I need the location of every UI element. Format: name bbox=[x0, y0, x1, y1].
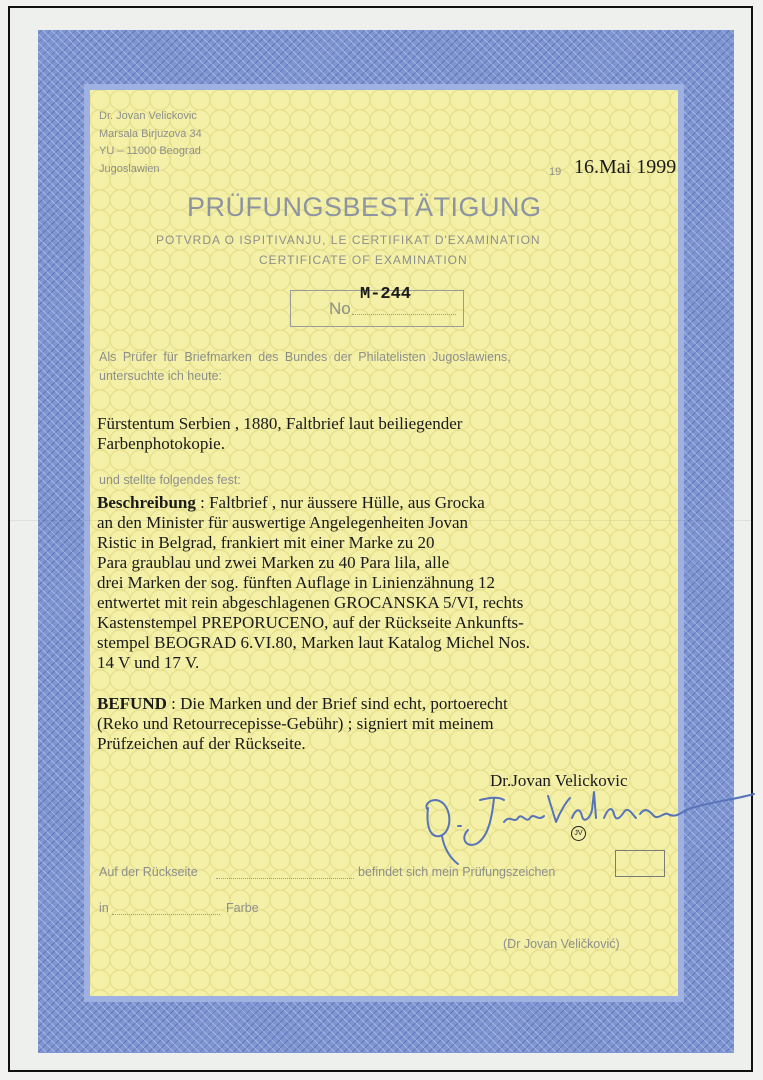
verdict-line-2: (Reko und Retourrecepisse-Gebühr) ; signiert mit meinem bbox=[97, 714, 494, 733]
address-street: Marsala Birjuzova 34 bbox=[99, 128, 202, 140]
verdict-line-3: Prüfzeichen auf der Rückseite. bbox=[97, 734, 306, 753]
page-title: PRÜFUNGSBESTÄTIGUNG bbox=[187, 192, 542, 222]
description-line-1 bbox=[97, 493, 485, 513]
date-value: 16.Mai 1999 bbox=[574, 156, 677, 178]
back-label: Auf der Rückseite bbox=[99, 865, 198, 879]
back-dotted-line bbox=[216, 878, 354, 879]
subtitle-multilingual: POTVRDA O ISPITIVANJU, LE CERTIFIKAT D'EXAMINATION bbox=[156, 233, 541, 247]
description-line-3: Ristic in Belgrad, frankiert mit einer Marke zu 20 bbox=[97, 533, 435, 552]
number-dotted-line bbox=[352, 314, 456, 315]
color-dotted-line bbox=[112, 914, 220, 915]
intro-line-2: untersuchte ich heute: bbox=[99, 369, 222, 383]
description-line-9: 14 V und 17 V. bbox=[97, 653, 200, 672]
verdict-label: BEFUND bbox=[97, 694, 167, 713]
description-line-2: an den Minister für auswertige Angelegenheiten Jovan bbox=[97, 513, 469, 532]
address-country: Jugoslawien bbox=[99, 163, 160, 175]
examined-line-1: Fürstentum Serbien , 1880, Faltbrief laut beiliegender bbox=[97, 414, 463, 433]
number-label: No bbox=[329, 299, 351, 318]
signer-typed-name: Dr.Jovan Velickovic bbox=[490, 771, 628, 790]
address-name: Dr. Jovan Velickovic bbox=[99, 110, 197, 122]
description-line-4: Para graublau und zwei Marken zu 40 Para lila, alle bbox=[97, 553, 450, 572]
signer-printed-name: (Dr Jovan Veličković) bbox=[503, 937, 620, 951]
verdict-text-1: : Die Marken und der Brief sind echt, portoerecht bbox=[166, 694, 508, 713]
date-prefix: 19 bbox=[549, 166, 562, 178]
handwritten-signature bbox=[418, 778, 758, 868]
examined-line-2: Farbenphotokopie. bbox=[97, 434, 225, 453]
verdict-line-1 bbox=[97, 694, 508, 714]
description-line-7: Kastenstempel PREPORUCENO, auf der Rückseite Ankunfts- bbox=[97, 613, 524, 632]
back-middle-text: befindet sich mein Prüfungszeichen bbox=[358, 865, 556, 879]
certificate-number: M-244 bbox=[360, 285, 412, 304]
description-line-8: stempel BEOGRAD 6.VI.80, Marken laut Katalog Michel Nos. bbox=[97, 633, 530, 652]
intro-line-1: Als Prüfer für Briefmarken des Bundes der Philatelisten Jugoslawiens, bbox=[99, 350, 511, 364]
findings-label: und stellte folgendes fest: bbox=[99, 473, 241, 487]
address-city: YU – 11000 Beograd bbox=[99, 145, 201, 157]
description-text-1: : Faltbrief , nur äussere Hülle, aus Grocka bbox=[195, 493, 485, 512]
mark-box bbox=[615, 850, 665, 877]
subtitle-english: CERTIFICATE OF EXAMINATION bbox=[259, 253, 468, 267]
description-line-5: drei Marken der sog. fünften Auflage in Linienzähnung 12 bbox=[97, 573, 495, 592]
color-label: Farbe bbox=[226, 901, 259, 915]
description-label: Beschreibung bbox=[97, 493, 196, 512]
description-line-6: entwertet mit rein abgeschlagenen GROCANSKA 5/VI, rechts bbox=[97, 593, 524, 612]
examiner-mark-stamp: JV bbox=[571, 826, 586, 841]
color-prefix: in bbox=[99, 901, 109, 915]
